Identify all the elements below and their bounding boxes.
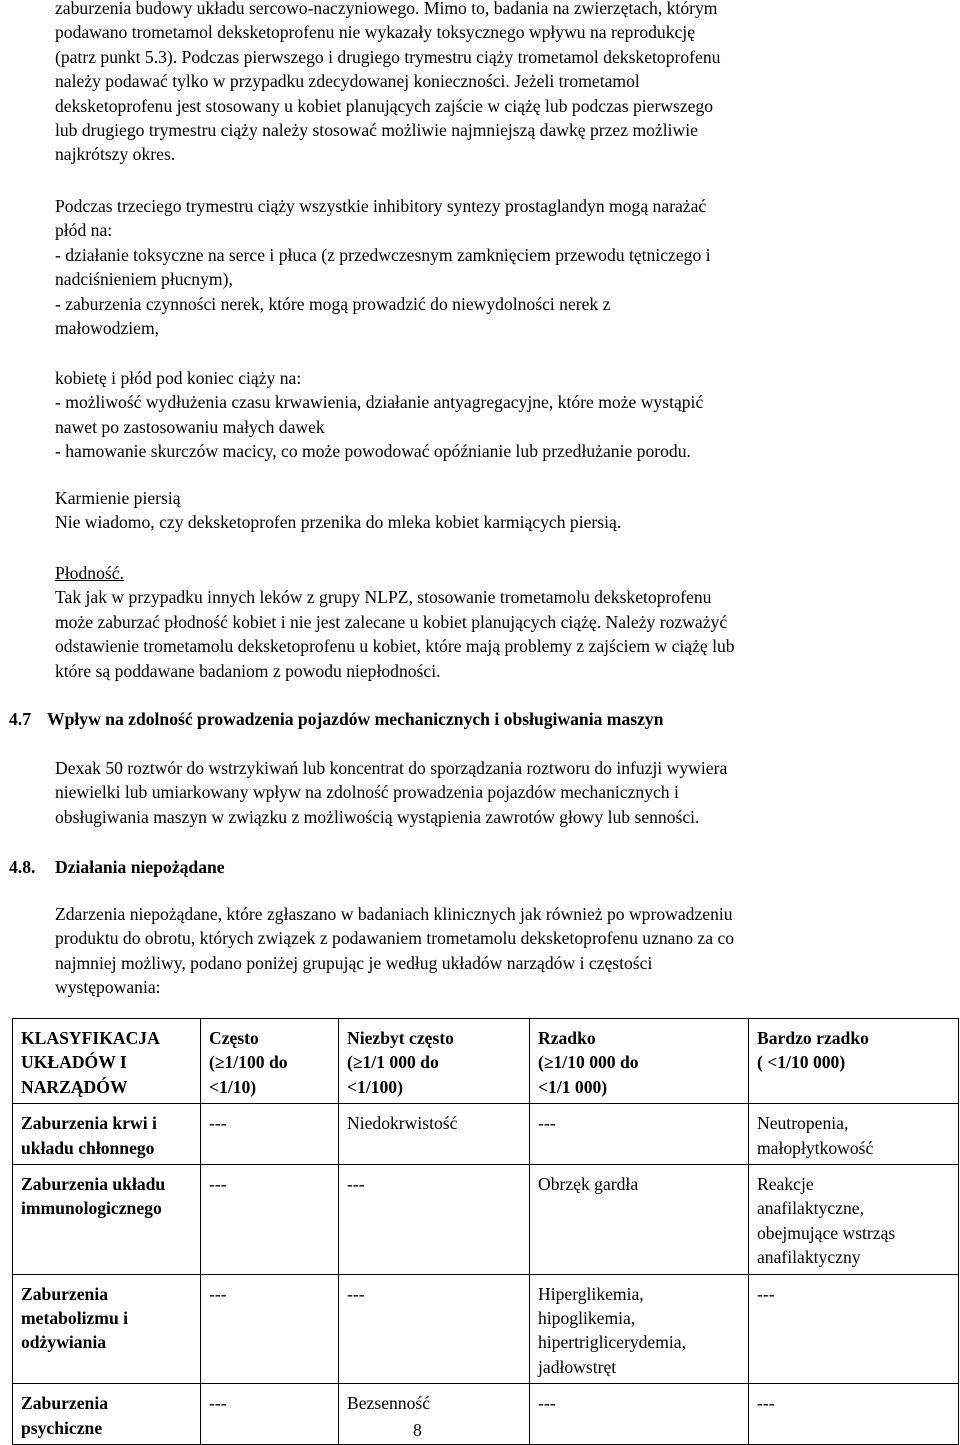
breastfeeding-text: Nie wiadomo, czy deksketoprofen przenika do mleka kobiet karmiących piersią. [55, 512, 622, 533]
section-4-8-text [55, 902, 935, 1000]
table-cell: --- [339, 1274, 530, 1384]
text-line: które są poddawane badaniom z powodu niepłodności. [55, 660, 441, 681]
table-row [13, 1274, 959, 1384]
table-cell-organ-class: Zaburzenia krwi i układu chłonnego [13, 1104, 201, 1165]
text-line: zaburzenia budowy układu sercowo-naczyniowego. Mimo to, badania na zwierzętach, którym [55, 0, 718, 18]
table-cell: --- [749, 1274, 959, 1384]
table-cell: Niedokrwistość [339, 1104, 530, 1165]
page-number: 8 [413, 1420, 422, 1440]
table-cell: --- [201, 1104, 339, 1165]
section-title-4-7: Wpływ na zdolność prowadzenia pojazdów mechanicznych i obsługiwania maszyn [47, 709, 664, 729]
table-cell: --- [530, 1384, 749, 1445]
text-line: lub drugiego trymestru ciąży należy stosować możliwie najmniejszą dawkę przez możliwie [55, 120, 698, 141]
text-line: odstawienie trometamolu deksketoprofenu u kobiet, które mają problemy z zajściem w ciążę lub [55, 636, 735, 657]
header-cell-common: Często (≥1/100 do <1/10) [201, 1019, 339, 1104]
breastfeeding-section [55, 486, 935, 535]
text-line: Dexak 50 roztwór do wstrzykiwań lub koncentrat do sporządzania roztworu do infuzji wywiera [55, 758, 728, 778]
text-line: deksketoprofenu jest stosowany u kobiet planujących zajście w ciążę lub podczas pierwszego [55, 95, 714, 116]
table-cell: --- [201, 1384, 339, 1445]
header-cell-uncommon: Niezbyt często (≥1/1 000 do <1/100) [339, 1019, 530, 1104]
table-row [13, 1104, 959, 1165]
text-line: nadciśnieniem płucnym), [55, 269, 233, 290]
text-line: Zdarzenia niepożądane, które zgłaszano w badaniach klinicznych jak również po wprowadzeniu [55, 904, 733, 924]
text-line: - możliwość wydłużenia czasu krwawienia, działanie antyagregacyjne, które może wystąpić [55, 392, 704, 413]
table-row [13, 1384, 959, 1445]
table-cell: Reakcje anafilaktyczne, obejmujące wstrząs anafilaktyczny [749, 1165, 959, 1275]
text-line: produktu do obrotu, których związek z podawaniem trometamolu deksketoprofenu uznano za co [55, 928, 735, 949]
table-cell: Obrzęk gardła [530, 1165, 749, 1275]
text-line: Tak jak w przypadku innych leków z grupy NLPZ, stosowanie trometamolu deksketoprofenu [55, 587, 712, 608]
text-line: - hamowanie skurczów macicy, co może powodować opóźnianie lub przedłużanie porodu. [55, 441, 691, 462]
text-line: płód na: [55, 220, 113, 241]
text-line: obsługiwania maszyn w związku z możliwością wystąpienia zawrotów głowy lub senności. [55, 806, 700, 827]
table-cell: Hiperglikemia, hipoglikemia, hipertriglicerydemia, jadłowstręt [530, 1274, 749, 1384]
table-cell: Neutropenia, małopłytkowość [749, 1104, 959, 1165]
text-line: nawet po zastosowaniu małych dawek [55, 416, 325, 437]
text-line: występowania: [55, 977, 161, 998]
text-line: kobietę i płód pod koniec ciąży na: [55, 368, 302, 388]
text-line: - działanie toksyczne na serce i płuca (z przedwczesnym zamknięciem przewodu tętniczego i [55, 244, 711, 265]
table-cell: --- [201, 1165, 339, 1275]
section-title-4-8: Działania niepożądane [55, 857, 225, 877]
text-line: podawano trometamol deksketoprofenu nie wykazały toksycznego wpływu na reprodukcję [55, 22, 696, 43]
text-line: niewielki lub umiarkowany wpływ na zdolność prowadzenia pojazdów mechanicznych i [55, 782, 679, 803]
text-line: - zaburzenia czynności nerek, które mogą prowadzić do niewydolności nerek z [55, 293, 611, 314]
header-cell-organ-class: KLASYFIKACJA UKŁADÓW I NARZĄDÓW [13, 1019, 201, 1104]
table-header-row [13, 1019, 959, 1104]
pregnancy-paragraph [55, 0, 935, 167]
table-cell: --- [201, 1274, 339, 1384]
adverse-effects-table [12, 1018, 959, 1445]
text-line: najkrótszy okres. [55, 144, 176, 165]
header-cell-very-rare: Bardzo rzadko ( <1/10 000) [749, 1019, 959, 1104]
text-line: należy podawać tylko w przypadku zdecydowanej konieczności. Jeżeli trometamol [55, 71, 640, 92]
table-cell: --- [530, 1104, 749, 1165]
breastfeeding-title: Karmienie piersią [55, 488, 181, 508]
table-cell: Bezsenność [339, 1384, 530, 1445]
section-4-7-text [55, 756, 935, 829]
table-cell-organ-class: Zaburzenia psychiczne [13, 1384, 201, 1445]
fertility-title: Płodność. [55, 563, 124, 583]
third-trimester-paragraph [55, 194, 935, 340]
text-line: może zaburzać płodność kobiet i nie jest zalecane u kobiet planujących ciążę. Należy rozważyć [55, 611, 728, 632]
text-line: Podczas trzeciego trymestru ciąży wszystkie inhibitory syntezy prostaglandyn mogą narażać [55, 196, 707, 216]
table-cell: --- [749, 1384, 959, 1445]
end-pregnancy-paragraph [55, 366, 935, 464]
header-cell-rare: Rzadko (≥1/10 000 do <1/1 000) [530, 1019, 749, 1104]
table-cell-organ-class: Zaburzenia metabolizmu i odżywiania [13, 1274, 201, 1384]
table-cell-organ-class: Zaburzenia układu immunologicznego [13, 1165, 201, 1275]
text-line: (patrz punkt 5.3). Podczas pierwszego i drugiego trymestru ciąży trometamol deksketoprofenu [55, 46, 721, 67]
text-line: małowodziem, [55, 318, 160, 339]
text-line: najmniej możliwy, podano poniżej grupując je według układów narządów i częstości [55, 952, 653, 973]
fertility-section [55, 561, 935, 683]
section-number-4-7: 4.7 [9, 709, 31, 729]
table-row [13, 1165, 959, 1275]
section-number-4-8: 4.8. [9, 857, 36, 877]
table-cell: --- [339, 1165, 530, 1275]
